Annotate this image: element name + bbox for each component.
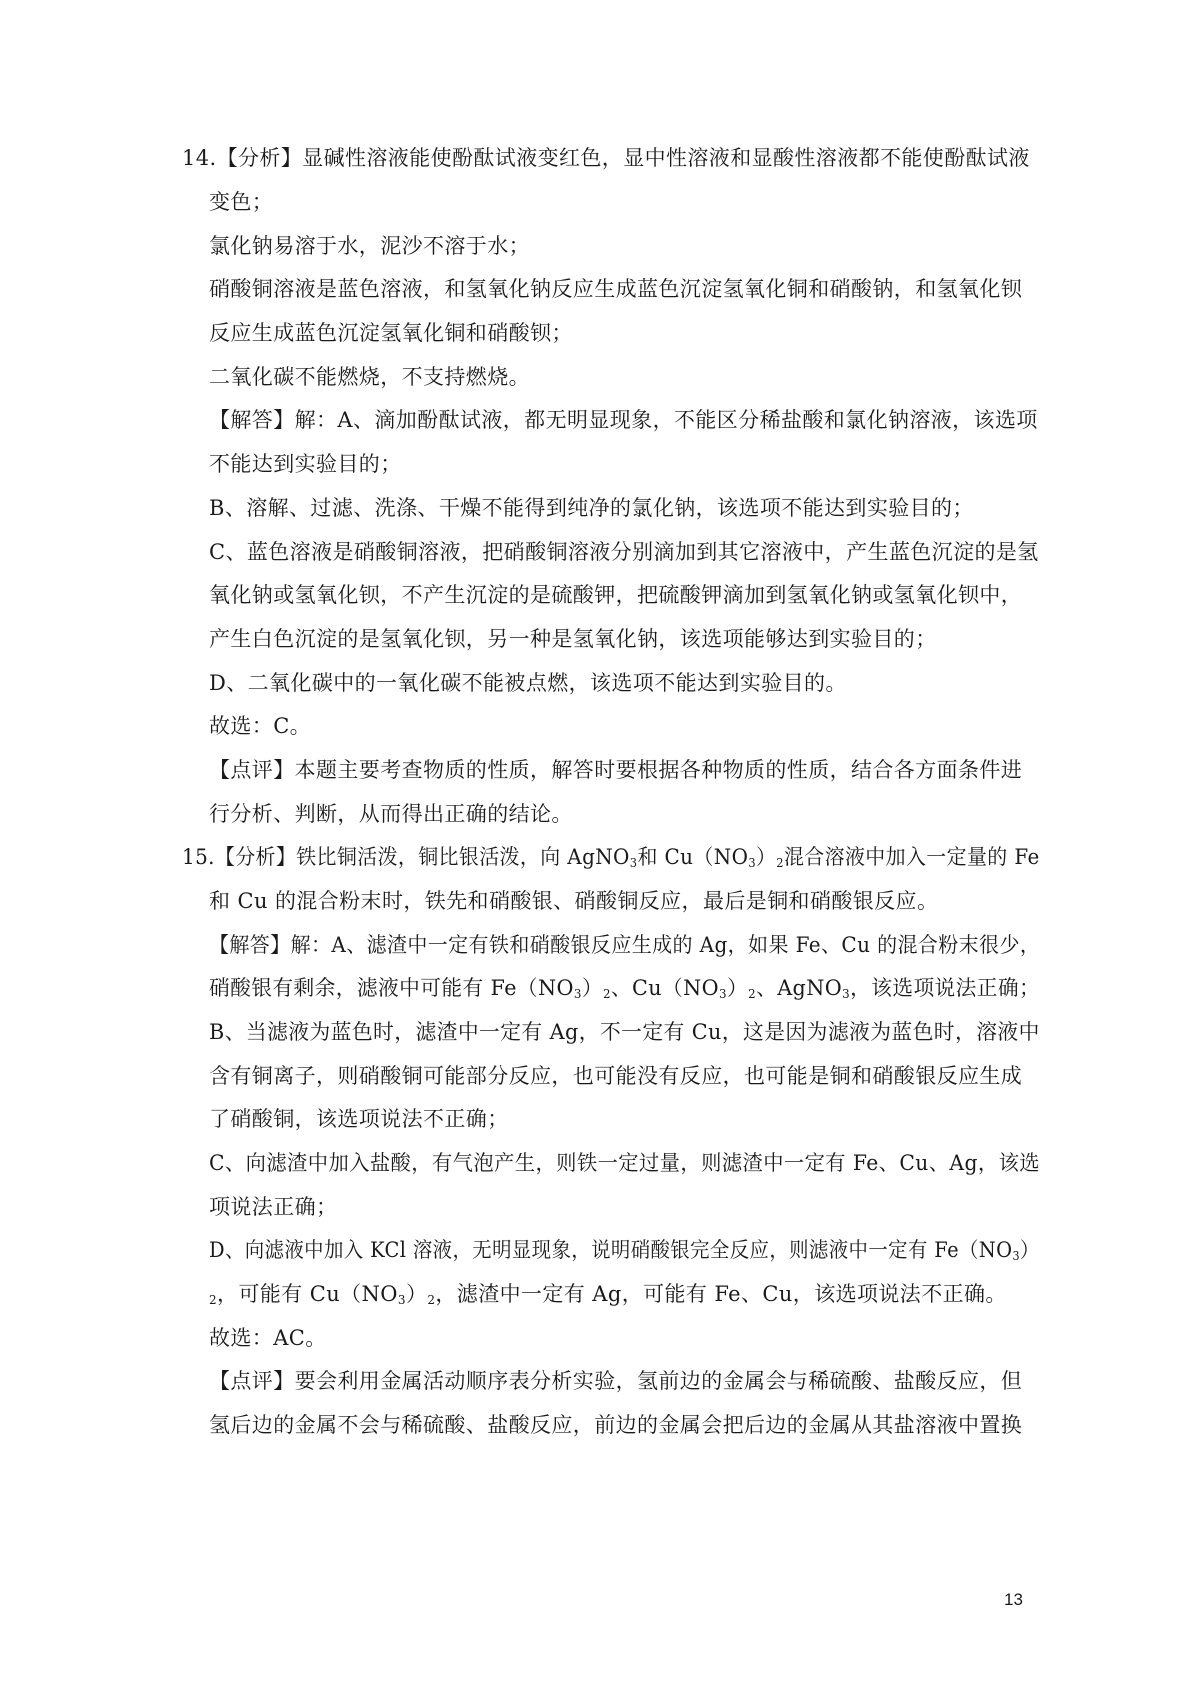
text-line: 硝酸铜溶液是蓝色溶液，和氢氧化钠反应生成蓝色沉淀氢氧化铜和硝酸钠，和氢氧化钡 [209,277,1023,301]
text-line: $_2$，可能有 $Cu(NO_3)_2$，滤渣中一定有 Ag，可能有 Fe、Cu，该选项说法不正确。 [209,1282,1007,1307]
text-line: 【点评】要会利用金属活动顺序表分析实验，氢前边的金属会与稀硫酸、盐酸反应，但 [209,1369,1023,1393]
text-line: 【解答】解：A、滤渣中一定有铁和硝酸银反应生成的 Ag，如果 Fe、Cu 的混合粉末很少， [209,933,1041,957]
text-line: 【解答】解：A、滴加酚酞试液，都无明显现象，不能区分稀盐酸和氯化钠溶液，该选项 [209,408,1038,432]
text-line: 反应生成蓝色沉淀氢氧化铜和硝酸钡； [209,321,573,345]
question-number: 15. [182,845,215,869]
text-line: 故选：C。 [209,714,312,738]
text-line: 含有铜离子，则硝酸铜可能部分反应，也可能没有反应，也可能是铜和硝酸银反应生成 [209,1064,1023,1088]
text-line: C、蓝色溶液是硝酸铜溶液，把硝酸铜溶液分别滴加到其它溶液中，产生蓝色沉淀的是氢 [209,540,1039,564]
text-line: 氢后边的金属不会与稀硫酸、盐酸反应，前边的金属会把后边的金属从其盐溶液中置换 [209,1413,1023,1437]
text-line: 【点评】本题主要考查物质的性质，解答时要根据各种物质的性质，结合各方面条件进 [209,758,1023,782]
text-line: 行分析、判断，从而得出正确的结论。 [209,802,573,826]
text-line: 氧化钠或氢氧化钡，不产生沉淀的是硫酸钾，把硫酸钾滴加到氢氧化钠或氢氧化钡中， [209,583,1023,607]
text-line: 不能达到实验目的； [209,452,402,476]
question-14-line-1: 14.【分析】显碱性溶液能使酚酞试液变红色，显中性溶液和显酸性溶液都不能使酚酞试液 [182,146,1030,170]
text-line: 硝酸银有剩余，滤液中可能有 $Fe(NO_3)_2$、$Cu(NO_3)_2$、AgNO$_3$，该选项说法正确； [209,976,1041,1001]
question-15-line-1: 15.【分析】铁比铜活泼，铜比银活泼，向 AgNO$_3$和 $Cu(NO_3)_2$混合溶液中加入一定量的 Fe [182,845,1040,870]
text-line: C、向滤渣中加入盐酸，有气泡产生，则铁一定过量，则滤渣中一定有 Fe、Cu、Ag，该选 [209,1151,1040,1175]
text-line: D、二氧化碳中的一氧化碳不能被点燃，该选项不能达到实验目的。 [209,671,847,695]
text-line: 产生白色沉淀的是氢氧化钡，另一种是氢氧化钠，该选项能够达到实验目的； [209,627,937,651]
text-line: D、向滤液中加入 KCl 溶液，无明显现象，说明硝酸银完全反应，则滤液中一定有 $Fe(NO_3)$ [209,1238,1040,1263]
text-line: 变色； [209,190,274,214]
question-number: 14. [182,146,217,170]
text-line: B、当滤液为蓝色时，滤渣中一定有 Ag，不一定有 Cu，这是因为滤液为蓝色时，溶液中 [209,1020,1040,1044]
text-line: 氯化钠易溶于水，泥沙不溶于水； [209,234,530,258]
text-line: 项说法正确； [209,1195,338,1219]
text-line: 故选：AC。 [209,1326,327,1350]
text-line: 了硝酸铜，该选项说法不正确； [209,1107,509,1131]
page-number: 13 [1004,1590,1023,1609]
text-line: B、溶解、过滤、洗涤、干燥不能得到纯净的氯化钠，该选项不能达到实验目的； [209,496,974,520]
text-line: 二氧化碳不能燃烧，不支持燃烧。 [209,365,530,389]
text-line: 和 Cu 的混合粉末时，铁先和硝酸银、硝酸铜反应，最后是铜和硝酸银反应。 [209,889,939,913]
